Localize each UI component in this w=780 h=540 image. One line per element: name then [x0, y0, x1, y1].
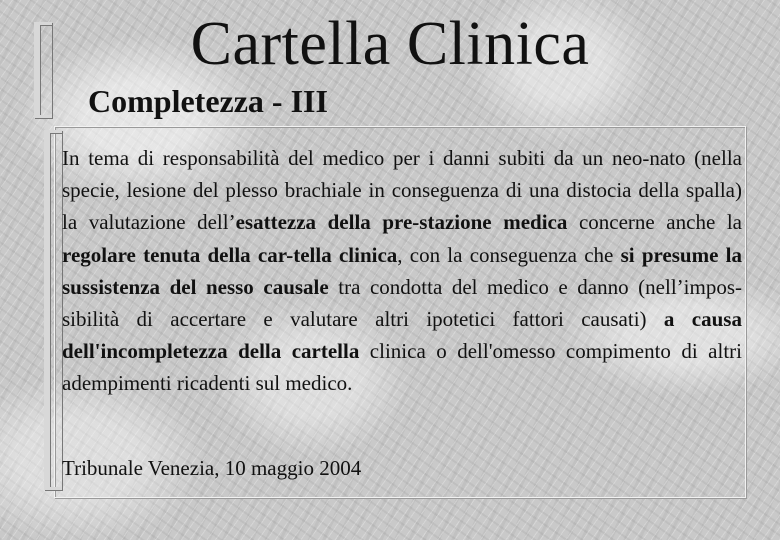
body-bracket-decoration: [44, 130, 62, 490]
body-text-segment: clinica o dell'omesso compimento di altri adempimenti ricadenti sul medico.: [62, 339, 742, 396]
body-paragraph: [62, 142, 742, 400]
body-text-segment: In tema di responsabilità del medico per i danni subiti da un neo-nato (nella specie, lesione del plesso brachiale in conseguenza di una distocia della spalla) la valutazione dell’: [62, 146, 742, 235]
body-text-segment: concerne anche la: [567, 210, 742, 235]
body-bold-segment: regolare tenuta della car-tella clinica: [62, 242, 398, 267]
body-bold-segment: si presume la sussistenza del nesso causale: [62, 242, 742, 299]
slide-title: Cartella Clinica: [190, 10, 590, 78]
body-text-segment: tra condotta del medico e danno (nell’impos-sibilità di accertare e valutare altri ipotetici fattori causati): [62, 274, 742, 332]
body-bold-segment: a causa dell'incompletezza della cartella: [62, 307, 742, 364]
body-bold-segment: esattezza della pre-stazione medica: [235, 210, 568, 235]
slide-subtitle: Completezza - III: [88, 83, 328, 119]
body-text-segment: , con la conseguenza che: [397, 242, 621, 267]
citation-source: Tribunale Venezia, 10 maggio 2004: [62, 456, 362, 480]
